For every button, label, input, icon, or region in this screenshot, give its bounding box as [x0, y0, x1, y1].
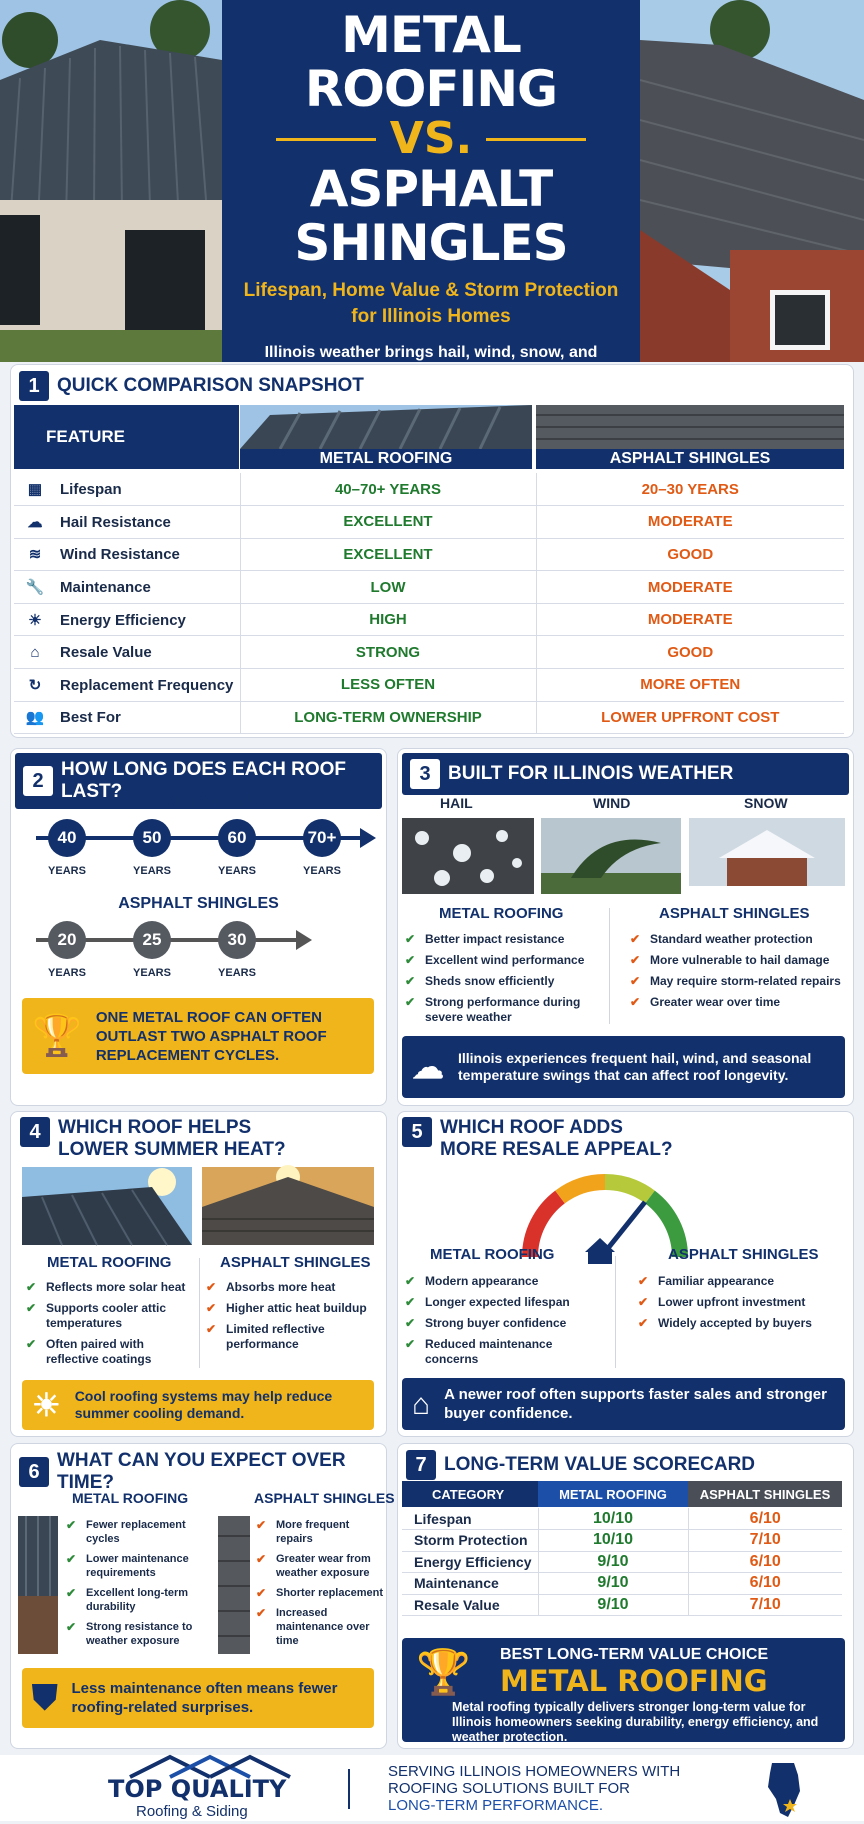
comparison-row — [14, 636, 844, 669]
hero-title-panel — [222, 0, 640, 362]
asphalt-header: ASPHALT SHINGLES — [688, 1481, 842, 1507]
feature-cell — [14, 506, 240, 539]
illinois-map-icon — [764, 1761, 808, 1824]
shield-icon: ⛊ — [32, 1678, 58, 1717]
feature-cell — [14, 538, 240, 571]
asphalt-value: MORE OFTEN — [536, 669, 844, 702]
lifespan-banner-text: ONE METAL ROOF CAN OFTEN OUTLAST TWO ASPHALT ROOF REPLACEMENT CYCLES. — [95, 1008, 327, 1064]
footer-divider — [348, 1769, 350, 1809]
comparison-row — [14, 701, 844, 734]
feature-label: Energy Efficiency — [60, 611, 186, 629]
timeline-point: 50 — [133, 819, 171, 857]
metal-value: HIGH — [240, 603, 536, 636]
asphalt-value: MODERATE — [536, 506, 844, 539]
metal-score: 9/10 — [538, 1573, 688, 1595]
metal-value: LOW — [240, 571, 536, 604]
feature-label: Wind Resistance — [60, 546, 180, 564]
subtitle-line-2: for Illinois Homes — [351, 306, 511, 327]
category-cell: Maintenance — [402, 1573, 538, 1595]
list-item: ✔ More vulnerable to hail damage — [630, 953, 850, 968]
section-5-heading — [402, 1117, 673, 1161]
list-item: ✔ Supports cooler attic temperatures — [26, 1301, 194, 1331]
metal-roof-sun-photo — [22, 1167, 192, 1245]
metal-score: 9/10 — [538, 1551, 688, 1573]
comparison-row — [14, 669, 844, 702]
title-line-1: METAL ROOFING — [304, 6, 558, 118]
heat-asphalt-list — [206, 1280, 374, 1358]
scorecard-row — [402, 1594, 842, 1616]
metal-timeline-arrow — [360, 828, 376, 848]
weather-asphalt-list — [630, 932, 850, 1016]
list-item: ✔ Modern appearance — [405, 1274, 605, 1289]
hero-header — [0, 0, 864, 362]
heat-metal-label: METAL ROOFING — [47, 1254, 172, 1271]
brand-name: TOP QUALITY — [108, 1775, 287, 1803]
category-cell: Energy Efficiency — [402, 1551, 538, 1573]
best-value-name: METAL ROOFING — [500, 1664, 768, 1698]
best-value-description: Metal roofing typically delivers stronger long-term value for Illinois homeowners seeking durability, energy efficiency, and weather protection. — [452, 1700, 819, 1744]
section-title — [58, 1117, 286, 1161]
metal-value: STRONG — [240, 636, 536, 669]
metal-value: LONG-TERM OWNERSHIP — [240, 701, 536, 734]
timeline-point: 70+ — [303, 819, 341, 857]
category-cell: Resale Value — [402, 1594, 538, 1616]
brand-tagline: Roofing & Siding — [136, 1803, 248, 1820]
asphalt-value: 20–30 YEARS — [536, 473, 844, 506]
comparison-row — [14, 571, 844, 604]
title-line-2: LOWER SUMMER HEAT? — [58, 1139, 286, 1160]
list-item: ✔ Sheds snow efficiently — [405, 974, 605, 989]
house-icon: ⌂ — [412, 1387, 431, 1421]
section-number: 5 — [402, 1117, 432, 1147]
hero-description: Illinois weather brings hail, wind, snow, and — [264, 344, 598, 361]
metal-value: LESS OFTEN — [240, 669, 536, 702]
hail-photo — [402, 818, 534, 894]
metal-roofing-column-header: METAL ROOFING — [240, 449, 532, 469]
resale-metal-label: METAL ROOFING — [430, 1246, 555, 1263]
list-item: ✔ Limited reflective performance — [206, 1322, 374, 1352]
subtitle — [222, 278, 640, 330]
list-item: ✔ Strong performance during severe weather — [405, 995, 605, 1025]
asphalt-score: 6/10 — [688, 1508, 842, 1530]
years-label: YEARS — [133, 865, 171, 877]
list-item: ✔ May require storm-related repairs — [630, 974, 850, 989]
metal-score: 10/10 — [538, 1508, 688, 1530]
overtime-metal-label: METAL ROOFING — [72, 1490, 189, 1506]
weather-metal-label: METAL ROOFING — [439, 905, 564, 922]
metal-siding-photo — [18, 1516, 58, 1654]
timeline-point: 60 — [218, 819, 256, 857]
people-icon: 👥 — [25, 709, 45, 727]
list-item: ✔ Absorbs more heat — [206, 1280, 374, 1295]
list-item: ✔ Fewer replacement cycles — [66, 1518, 214, 1546]
section-title: LONG-TERM VALUE SCORECARD — [444, 1454, 756, 1475]
list-item: ✔ Strong resistance to weather exposure — [66, 1620, 214, 1648]
feature-label: Replacement Frequency — [60, 676, 234, 694]
comparison-row — [14, 473, 844, 506]
asphalt-roof-house-photo — [640, 0, 864, 362]
title-line-2: ASPHALT SHINGLES — [294, 160, 568, 272]
section-number: 6 — [19, 1457, 49, 1487]
scorecard-row — [402, 1508, 842, 1530]
scorecard-row — [402, 1530, 842, 1552]
metal-value: 40–70+ YEARS — [240, 473, 536, 506]
asphalt-value: MODERATE — [536, 571, 844, 604]
timeline-point: 40 — [48, 819, 86, 857]
feature-cell — [14, 669, 240, 702]
list-item: ✔ Higher attic heat buildup — [206, 1301, 374, 1316]
feature-cell — [14, 473, 240, 506]
resale-banner-text: A newer roof often supports faster sales and stronger buyer confidence. — [444, 1386, 827, 1422]
heat-banner — [22, 1380, 374, 1430]
list-item: ✔ Longer expected lifespan — [405, 1295, 605, 1310]
hail-label: HAIL — [440, 795, 473, 811]
timeline-point: 25 — [133, 921, 171, 959]
heat-metal-list — [26, 1280, 194, 1373]
asphalt-score: 7/10 — [688, 1530, 842, 1552]
resale-metal-list — [405, 1274, 605, 1373]
resale-divider — [615, 1256, 616, 1368]
list-item: ✔ Strong buyer confidence — [405, 1316, 605, 1331]
years-label: YEARS — [133, 967, 171, 979]
storm-cloud-icon: ☁ — [412, 1048, 444, 1085]
section-number: 4 — [20, 1117, 50, 1147]
list-item: ✔ More frequent repairs — [256, 1518, 384, 1546]
comparison-row — [14, 603, 844, 636]
years-label: YEARS — [218, 865, 256, 877]
metal-value: EXCELLENT — [240, 538, 536, 571]
section-number: 7 — [406, 1450, 436, 1480]
list-item: ✔ Familiar appearance — [638, 1274, 848, 1289]
overtime-metal-list — [66, 1518, 214, 1654]
asphalt-shingles-column-header: ASPHALT SHINGLES — [536, 449, 844, 469]
scorecard-row — [402, 1551, 842, 1573]
metal-roof-house-photo — [0, 0, 222, 362]
list-item: ✔ Often paired with reflective coatings — [26, 1337, 194, 1367]
scorecard-row — [402, 1573, 842, 1595]
weather-banner — [402, 1036, 845, 1098]
scorecard-header-row — [402, 1481, 842, 1507]
asphalt-shingle-photo — [218, 1516, 250, 1654]
weather-banner-text: Illinois experiences frequent hail, wind, and seasonal temperature swings that can affect roof longevity. — [458, 1050, 812, 1083]
vs-divider — [222, 113, 640, 164]
section-title: BUILT FOR ILLINOIS WEATHER — [448, 763, 734, 784]
snow-photo — [689, 818, 845, 894]
comparison-table — [14, 473, 844, 734]
category-header: CATEGORY — [402, 1481, 538, 1507]
section-title: QUICK COMPARISON SNAPSHOT — [57, 375, 364, 396]
asphalt-lifespan-label: ASPHALT SHINGLES — [118, 895, 279, 912]
section-number: 3 — [410, 759, 440, 789]
section-title: HOW LONG DOES EACH ROOF LAST? — [61, 759, 346, 802]
list-item: ✔ Reflects more solar heat — [26, 1280, 194, 1295]
asphalt-value: LOWER UPFRONT COST — [536, 701, 844, 734]
years-label: YEARS — [218, 967, 256, 979]
comparison-row — [14, 538, 844, 571]
section-4-heading — [20, 1117, 286, 1161]
comparison-row — [14, 506, 844, 539]
overtime-asphalt-label: ASPHALT SHINGLES — [254, 1490, 395, 1506]
years-label: YEARS — [48, 967, 86, 979]
feature-cell — [14, 701, 240, 734]
resale-asphalt-label: ASPHALT SHINGLES — [668, 1246, 819, 1263]
timeline-point: 30 — [218, 921, 256, 959]
years-label: YEARS — [303, 865, 341, 877]
weather-asphalt-label: ASPHALT SHINGLES — [659, 905, 810, 922]
overtime-asphalt-list — [256, 1518, 384, 1654]
section-1-heading — [11, 365, 853, 407]
heat-divider — [199, 1258, 200, 1368]
feature-label: Hail Resistance — [60, 513, 171, 531]
asphalt-roof-header-photo — [536, 405, 844, 449]
wrench-icon: 🔧 — [25, 579, 45, 597]
asphalt-score: 7/10 — [688, 1594, 842, 1616]
list-item: ✔ Greater wear over time — [630, 995, 850, 1010]
wind-icon: ≋ — [28, 546, 42, 564]
footer-tagline — [388, 1763, 680, 1814]
years-label: YEARS — [48, 865, 86, 877]
wind-label: WIND — [593, 795, 631, 811]
heat-banner-text: Cool roofing systems may help reduce summer cooling demand. — [74, 1388, 333, 1421]
list-item: ✔ Shorter replacement — [256, 1586, 384, 1600]
section-title: WHAT CAN YOU EXPECT OVER TIME? — [57, 1450, 346, 1493]
sun-icon: ☀ — [28, 611, 42, 629]
trophy-icon: 🏆 — [32, 1013, 82, 1058]
asphalt-value: GOOD — [536, 636, 844, 669]
metal-lifespan-label: METAL ROOFING — [132, 793, 265, 810]
metal-header: METAL ROOFING — [538, 1481, 688, 1507]
tagline-line-3: LONG-TERM PERFORMANCE. — [388, 1797, 604, 1814]
section-title — [440, 1117, 673, 1161]
list-item: ✔ Increased maintenance over time — [256, 1606, 384, 1648]
scorecard-table — [402, 1508, 842, 1616]
asphalt-value: GOOD — [536, 538, 844, 571]
category-cell: Storm Protection — [402, 1530, 538, 1552]
asphalt-value: MODERATE — [536, 603, 844, 636]
snow-label: SNOW — [744, 795, 788, 811]
best-value-label: BEST LONG-TERM VALUE CHOICE — [500, 1646, 769, 1663]
calendar-icon: ▦ — [27, 481, 43, 499]
asphalt-timeline-arrow — [296, 930, 312, 950]
tagline-line-2: ROOFING SOLUTIONS BUILT FOR — [388, 1780, 630, 1797]
feature-label: Resale Value — [60, 643, 152, 661]
best-value-panel — [402, 1638, 845, 1742]
resale-asphalt-list — [638, 1274, 848, 1337]
metal-value: EXCELLENT — [240, 506, 536, 539]
list-item: ✔ Widely accepted by buyers — [638, 1316, 848, 1331]
weather-metal-list — [405, 932, 605, 1031]
title-line-1: WHICH ROOF ADDS — [440, 1117, 623, 1138]
list-item: ✔ Excellent long-term durability — [66, 1586, 214, 1614]
overtime-banner — [22, 1668, 374, 1728]
feature-cell — [14, 571, 240, 604]
category-cell: Lifespan — [402, 1508, 538, 1530]
list-item: ✔ Reduced maintenance concerns — [405, 1337, 605, 1367]
refresh-icon: ↻ — [28, 676, 42, 694]
feature-cell — [14, 636, 240, 669]
title-line-2: MORE RESALE APPEAL? — [440, 1139, 673, 1160]
asphalt-score: 6/10 — [688, 1573, 842, 1595]
section-number: 2 — [23, 766, 53, 796]
lifespan-banner — [22, 998, 374, 1074]
resale-banner — [402, 1378, 845, 1430]
sun-icon: ☀ — [32, 1386, 61, 1423]
feature-header: FEATURE — [14, 405, 239, 469]
heat-asphalt-label: ASPHALT SHINGLES — [220, 1254, 371, 1271]
section-3-heading — [402, 753, 849, 795]
house-dollar-icon: ⌂ — [30, 643, 40, 661]
hail-cloud-icon: ☁ — [27, 513, 43, 531]
timeline-point: 20 — [48, 921, 86, 959]
asphalt-roof-sun-photo — [202, 1167, 374, 1245]
trophy-icon: 🏆 — [416, 1648, 471, 1697]
weather-divider — [609, 908, 610, 1024]
metal-score: 9/10 — [538, 1594, 688, 1616]
title-line-1: WHICH ROOF HELPS — [58, 1117, 252, 1138]
metal-score: 10/10 — [538, 1530, 688, 1552]
overtime-banner-text: Less maintenance often means fewer roofing-related surprises. — [71, 1680, 338, 1716]
asphalt-score: 6/10 — [688, 1551, 842, 1573]
list-item: ✔ Standard weather protection — [630, 932, 850, 947]
list-item: ✔ Greater wear from weather exposure — [256, 1552, 384, 1580]
footer — [0, 1755, 864, 1821]
feature-label: Maintenance — [60, 579, 151, 597]
tagline-line-1: SERVING ILLINOIS HOMEOWNERS WITH — [388, 1763, 681, 1780]
list-item: ✔ Lower upfront investment — [638, 1295, 848, 1310]
subtitle-line-1: Lifespan, Home Value & Storm Protection — [243, 280, 619, 301]
wind-photo — [541, 818, 681, 894]
list-item: ✔ Excellent wind performance — [405, 953, 605, 968]
section-number: 1 — [19, 371, 49, 401]
feature-label: Best For — [60, 709, 121, 727]
list-item: ✔ Better impact resistance — [405, 932, 605, 947]
section-7-heading — [398, 1444, 853, 1486]
list-item: ✔ Lower maintenance requirements — [66, 1552, 214, 1580]
feature-label: Lifespan — [60, 481, 122, 499]
vs-text: VS. — [389, 113, 473, 164]
feature-cell — [14, 603, 240, 636]
metal-roof-header-photo — [240, 405, 532, 449]
